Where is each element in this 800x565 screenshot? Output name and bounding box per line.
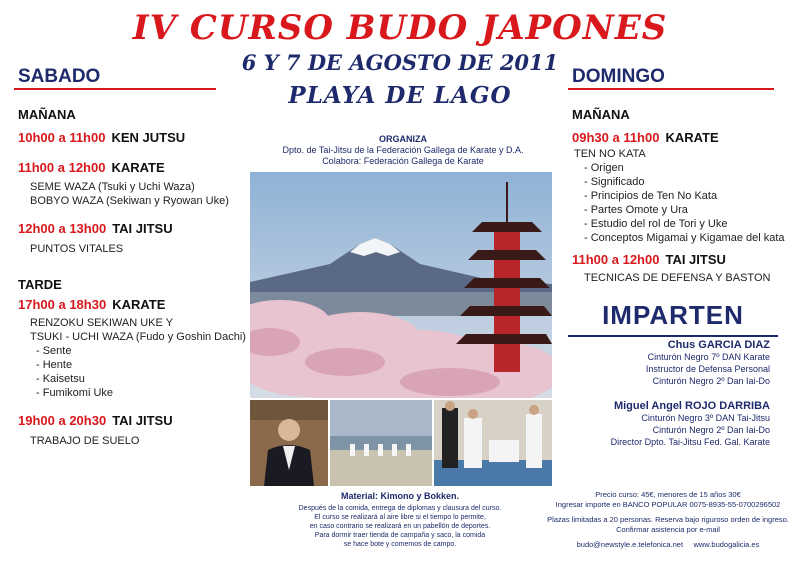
organizer-block <box>248 134 558 167</box>
instructors-heading: IMPARTEN <box>602 300 744 330</box>
sunday-underline <box>568 88 774 90</box>
slot-activity: TAI JITSU <box>665 252 726 267</box>
slot-detail: - Significado <box>584 176 645 188</box>
schedule-slot <box>572 131 792 145</box>
material-note: Material: Kimono y Bokken. <box>340 491 460 501</box>
slot-detail: - Sente <box>36 345 72 357</box>
teacher-credential: Director Dpto. Tai-Jitsu Fed. Gal. Karate <box>610 437 770 447</box>
event-date: 6 Y 7 DE AGOSTO DE 2011 <box>241 50 559 75</box>
slot-detail: BOBYO WAZA (Sekiwan y Ryowan Uke) <box>30 195 229 207</box>
slot-detail: SEME WAZA (Tsuki y Uchi Waza) <box>30 181 195 193</box>
slot-detail: TECNICAS DE DEFENSA Y BASTON <box>584 272 771 284</box>
dojo-practice-photo <box>434 400 552 486</box>
saturday-underline <box>14 88 216 90</box>
note-line: El curso se realizará al aire libre si el tiempo lo permite, <box>314 514 486 521</box>
teacher-card <box>560 339 770 387</box>
instructor-photo <box>250 400 328 486</box>
slot-detail: - Principios de Ten No Kata <box>584 190 718 202</box>
slot-activity: KEN JUTSU <box>111 130 186 145</box>
slot-activity: TAI JITSU <box>112 221 173 236</box>
teacher-credential: Cinturón Negro 2º Dan Iai-Do <box>652 376 770 386</box>
instructors-underline <box>568 335 778 337</box>
slot-time: 17h00 a 18h30 <box>18 297 107 312</box>
note-line: en caso contrario se realizará en un pabellón de deportes. <box>309 523 491 530</box>
note-line: Después de la comida, entrega de diplomas y clausura del curso. <box>298 505 502 512</box>
bank-line: Ingresar importe en BANCO POPULAR 0075-8935-55-0700296502 <box>555 499 781 509</box>
slot-detail: - Origen <box>584 162 624 174</box>
teacher-credential: Cinturón Negro 2º Dan Iai-Do <box>652 425 770 435</box>
event-place: PLAYA DE LAGO <box>288 82 512 109</box>
teacher-credential: Cinturón Negro 7º DAN Karate <box>647 352 770 362</box>
slot-activity: KARATE <box>111 160 165 175</box>
slot-time: 19h00 a 20h30 <box>18 413 107 428</box>
saturday-schedule <box>18 108 258 448</box>
price-line: Precio curso: 45€, menores de 15 años 30€ <box>595 490 741 499</box>
places-line: Plazas limitadas a 20 personas. Reserva bajo riguroso orden de ingreso. <box>547 515 789 524</box>
slot-activity: TAI JITSU <box>112 413 173 428</box>
teacher-name: Chus GARCIA DIAZ <box>667 339 770 351</box>
beach-group-photo <box>330 400 432 486</box>
slot-time: 10h00 a 11h00 <box>18 130 106 145</box>
slot-detail: PUNTOS VITALES <box>30 243 124 255</box>
sunday-heading: DOMINGO <box>572 66 665 87</box>
slot-time: 09h30 a 11h00 <box>572 130 660 145</box>
teacher-name: Miguel Angel ROJO DARRIBA <box>613 400 770 412</box>
slot-detail: - Kaisetsu <box>36 373 85 385</box>
schedule-slot <box>18 298 258 312</box>
sunday-morning-label: MAÑANA <box>572 107 630 122</box>
note-line: Para dormir traer tienda de campaña y saco, la comida <box>314 532 486 539</box>
schedule-slot <box>18 161 258 175</box>
sunday-schedule <box>572 108 792 285</box>
slot-detail: - Hente <box>36 359 73 371</box>
schedule-slot <box>18 414 258 428</box>
poster-title: IV CURSO BUDO JAPONES <box>132 8 668 48</box>
contact-line[interactable]: budo@newstyle.e.telefonica.net www.budogalicia.es <box>576 540 760 549</box>
saturday-afternoon-label: TARDE <box>18 277 62 292</box>
course-notes <box>270 492 530 549</box>
slot-detail: TSUKI - UCHI WAZA (Fudo y Goshin Dachi) <box>30 331 246 343</box>
slot-detail: - Conceptos Migamai y Kigamae del kata <box>584 232 785 244</box>
saturday-morning-label: MAÑANA <box>18 107 76 122</box>
confirm-line: Confirmar asistencia por e-mail <box>616 524 720 534</box>
slot-detail: - Partes Omote y Ura <box>584 204 688 216</box>
slot-activity: KARATE <box>112 297 166 312</box>
slot-detail: TRABAJO DE SUELO <box>30 435 140 447</box>
organizer-line: Dpto. de Tai-Jitsu de la Federación Gallega de Karate y D.A. <box>282 145 524 155</box>
slot-time: 11h00 a 12h00 <box>572 252 660 267</box>
note-line: se hace bote y comemos de campo. <box>343 541 457 548</box>
slot-activity: KARATE <box>665 130 719 145</box>
teacher-credential: Cinturón Negro 3º DAN Tai-Jitsu <box>641 413 770 423</box>
slot-time: 11h00 a 12h00 <box>18 160 106 175</box>
teacher-credential: Instructor de Defensa Personal <box>645 364 770 374</box>
slot-detail: RENZOKU SEKIWAN UKE Y <box>30 317 174 329</box>
schedule-slot <box>18 222 258 236</box>
saturday-heading: SABADO <box>18 66 101 87</box>
collaborator-line: Colabora: Federación Gallega de Karate <box>322 156 484 166</box>
schedule-slot <box>572 253 792 267</box>
slot-detail: - Estudio del rol de Tori y Uke <box>584 218 728 230</box>
organizer-label: ORGANIZA <box>379 134 427 144</box>
fuji-pagoda-photo <box>250 172 552 398</box>
registration-info <box>540 490 796 550</box>
schedule-slot <box>18 131 258 145</box>
slot-detail: - Fumikomi Uke <box>36 387 114 399</box>
slot-detail: TEN NO KATA <box>574 148 646 160</box>
slot-time: 12h00 a 13h00 <box>18 221 107 236</box>
teacher-card <box>560 400 770 448</box>
